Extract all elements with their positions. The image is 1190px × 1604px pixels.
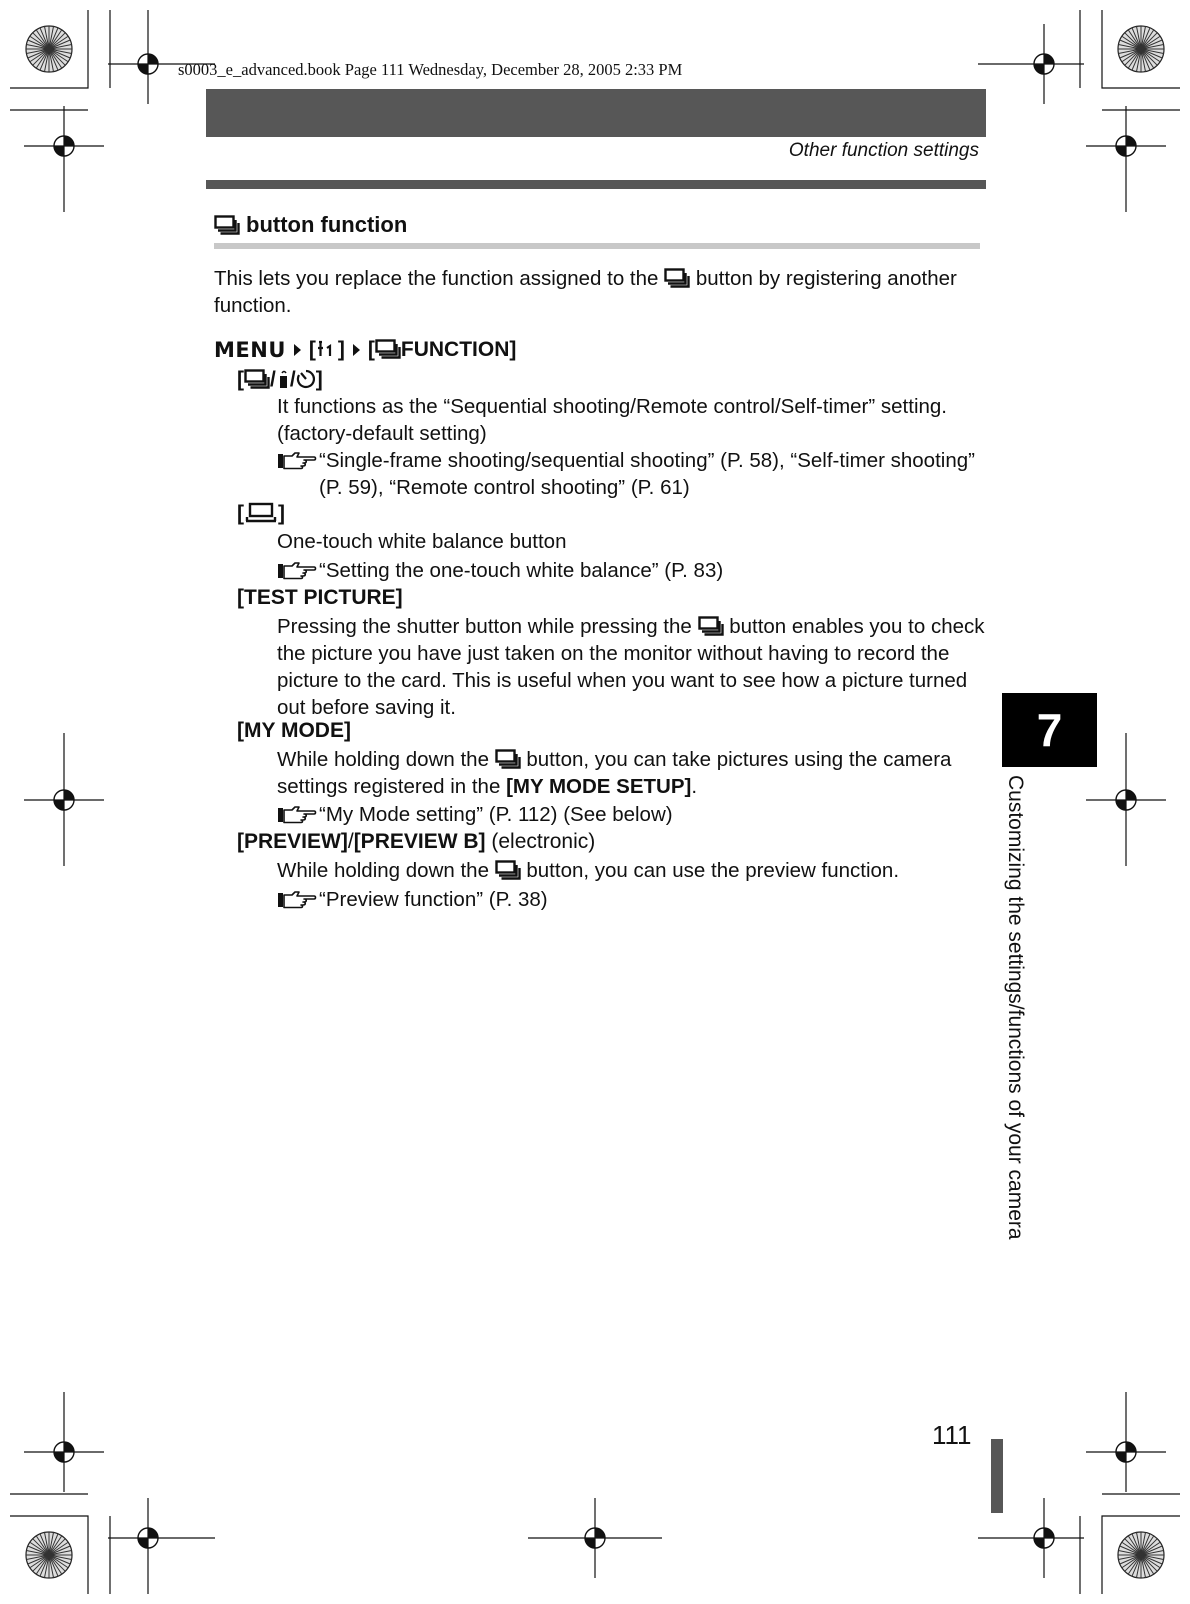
option-mymode-ref-text: “My Mode setting” (P. 112) (See below)	[319, 803, 673, 826]
option-mymode-desc-bold: [MY MODE SETUP]	[506, 775, 692, 798]
option-preview-desc-a: While holding down the	[277, 859, 489, 882]
option-mymode-desc-b: button, you can take pictures using the camera settings registered in the	[277, 748, 952, 798]
option-mymode-desc-end: .	[691, 775, 698, 798]
sequential-shooting-icon	[664, 268, 690, 288]
sequential-shooting-icon	[495, 749, 521, 769]
pointing-hand-icon	[277, 804, 317, 824]
option-wb-ref	[277, 557, 997, 584]
option-mymode-desc	[277, 746, 997, 800]
file-info-line: s0003_e_advanced.book Page 111 Wednesday, December 28, 2005 2:33 PM	[178, 60, 683, 79]
intro-text-a: This lets you replace the function assigned to the	[214, 267, 659, 290]
option-preview-desc-b: button, you can use the preview function.	[526, 859, 900, 882]
header-section-label: Other function settings	[788, 140, 979, 161]
custom-menu-icon: [ ]	[308, 338, 345, 361]
menu-path	[214, 338, 516, 362]
section-rule	[214, 243, 980, 249]
option-sequential-label: [ / / ]	[237, 368, 323, 391]
option-preview-label-a: [PREVIEW]	[237, 830, 348, 853]
option-preview-ref	[277, 886, 997, 913]
one-touch-wb-icon	[244, 502, 278, 524]
sequential-shooting-icon	[244, 369, 270, 389]
option-preview-note: (electronic)	[485, 830, 596, 853]
sequential-shooting-icon	[375, 339, 401, 359]
option-mymode-label: [MY MODE]	[237, 719, 351, 742]
header-bar	[206, 89, 986, 137]
option-test-label: [TEST PICTURE]	[237, 586, 403, 609]
remote-control-icon	[276, 369, 290, 389]
option-mymode-ref	[277, 801, 997, 828]
header-rule	[206, 180, 986, 189]
option-sequential-ref-text: “Single-frame shooting/sequential shooting” (P. 58), “Self-timer shooting” (P. 59), “Remote control shooting” (P. 61)	[319, 449, 975, 499]
option-wb-ref-text: “Setting the one-touch white balance” (P. 83)	[319, 559, 724, 582]
page-number-bar	[991, 1439, 1003, 1513]
option-test-desc-a: Pressing the shutter button while pressing the	[277, 615, 692, 638]
option-test-desc	[277, 613, 997, 721]
page-number: 111	[932, 1420, 972, 1450]
intro-paragraph	[214, 265, 984, 319]
section-title	[214, 212, 407, 238]
sequential-shooting-icon	[214, 215, 240, 235]
option-preview-desc	[277, 857, 997, 884]
option-wb-desc: One-touch white balance button	[277, 530, 567, 553]
function-menu-item: [ FUNCTION]	[367, 338, 517, 361]
menu-function-label: FUNCTION]	[400, 338, 517, 361]
chapter-tab: 7	[1002, 693, 1097, 767]
option-preview-sep: /	[347, 830, 354, 853]
option-wb-label: [ ]	[237, 502, 285, 525]
option-preview-ref-text: “Preview function” (P. 38)	[319, 888, 548, 911]
option-sequential-ref	[277, 447, 997, 501]
option-preview-label-b: [PREVIEW B]	[353, 830, 486, 853]
option-preview-label	[237, 830, 595, 854]
pointing-hand-icon	[277, 450, 317, 470]
arrow-right-icon	[353, 344, 360, 356]
arrow-right-icon	[294, 344, 301, 356]
sequential-shooting-icon	[698, 616, 724, 636]
option-sequential-desc: It functions as the “Sequential shooting/Remote control/Self-timer” setting. (factory-default setting)	[277, 395, 948, 445]
option-mymode-desc-a: While holding down the	[277, 748, 489, 771]
menu-keyword: MENU	[214, 338, 286, 362]
intro-text-b: button by registering another function.	[214, 267, 957, 317]
sequential-shooting-icon	[495, 860, 521, 880]
section-title-text: button function	[246, 212, 408, 237]
pointing-hand-icon	[277, 889, 317, 909]
chapter-side-title: Customizing the settings/functions of your camera	[1004, 775, 1027, 1240]
option-test-desc-b: button enables you to check the picture you have just taken on the monitor without having to record the picture to the card. This is useful when you want to see how a picture turned out before saving it.	[277, 615, 985, 719]
self-timer-icon	[296, 369, 316, 389]
pointing-hand-icon	[277, 560, 317, 580]
